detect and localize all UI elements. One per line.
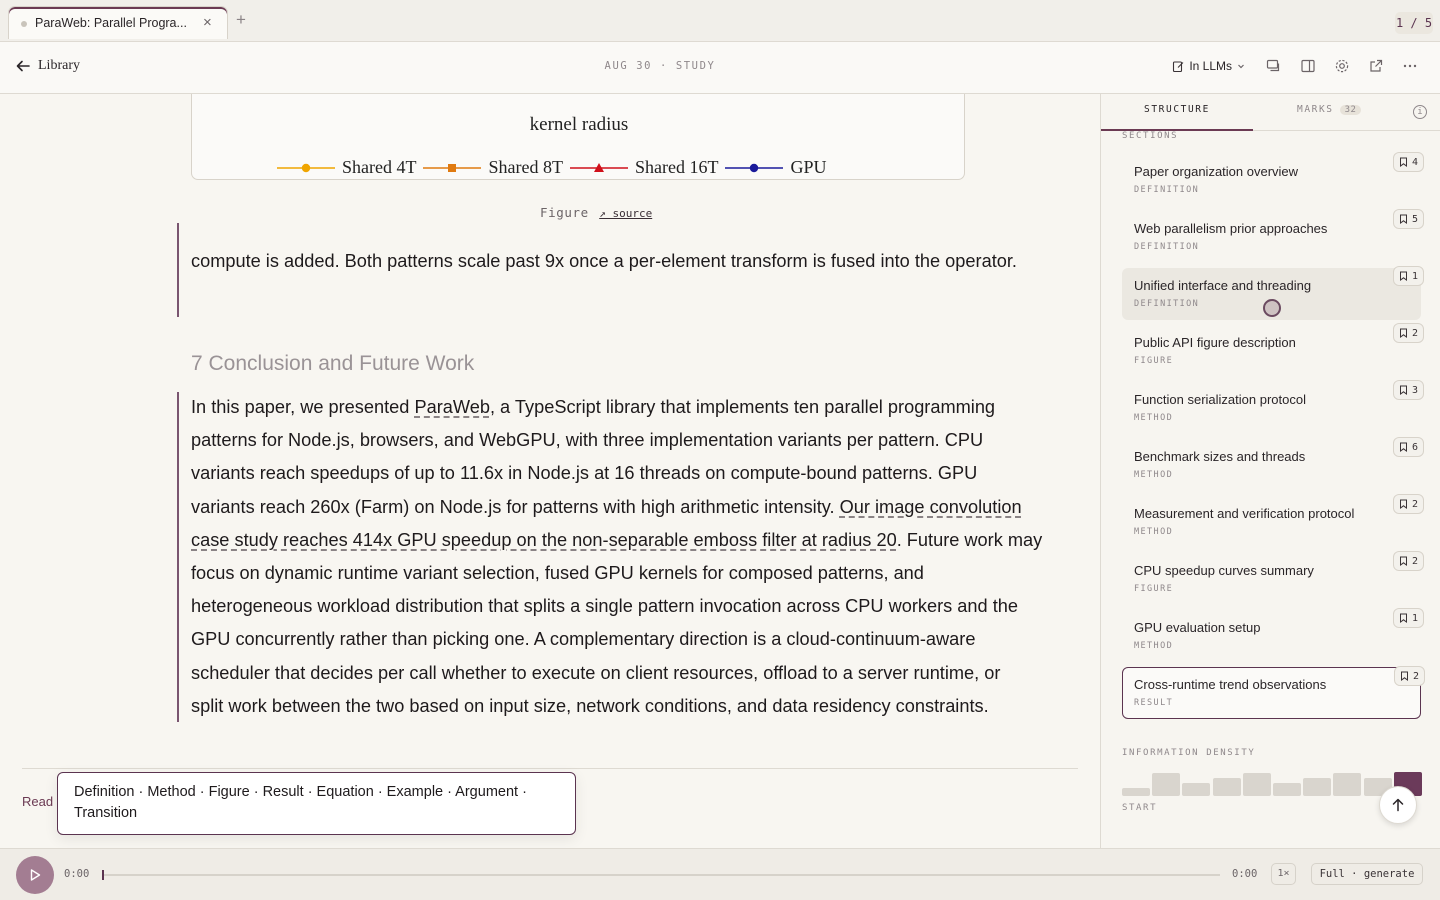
bookmark-icon [1399,328,1408,338]
section-type-tag: FIGURE [1134,356,1174,366]
section-marks-badge[interactable] [1393,437,1424,457]
highlighted-claim[interactable]: case study reaches 414x GPU speedup on the non-separable emboss filter at radius 20 [191,529,897,550]
paragraph-line [191,391,1081,424]
density-bar[interactable] [1182,783,1210,796]
split-view-icon[interactable] [1298,56,1318,76]
legend-item [724,157,826,178]
arrow-up-icon [1391,798,1405,812]
collection-label: In LLMs [1189,59,1232,73]
density-bar[interactable] [1333,773,1361,796]
section-type-tag: METHOD [1134,641,1174,651]
section-title: Measurement and verification protocol [1134,506,1355,521]
more-options-icon[interactable] [1400,56,1420,76]
scroll-to-top-button[interactable] [1379,786,1417,824]
collection-selector[interactable] [1168,55,1250,77]
tab-marks-label: MARKS [1297,104,1334,115]
text-run: In this paper, we presented [191,397,415,417]
section-marks-count: 1 [1412,270,1419,282]
section-marks-badge[interactable] [1393,266,1424,286]
play-icon [28,868,42,882]
paragraph-previous: compute is added. Both patterns scale past 9x once a per-element transform is fused into the operator. [191,251,1017,271]
density-bar[interactable] [1243,773,1271,796]
section-title: GPU evaluation setup [1134,620,1261,635]
playback-speed-button[interactable]: 1× [1271,863,1296,885]
text-run: . Future work may [896,529,1043,550]
text-run: , a TypeScript library that implements ten parallel programming [489,397,996,417]
section-marks-count: 2 [1412,327,1419,339]
text-run: patterns for Node.js, browsers, and WebGPU, with three implementation variants per pattern. CPU [191,430,984,451]
legend-swatch-triangle-icon [569,161,629,175]
section-title: Function serialization protocol [1134,392,1306,407]
browser-tab-bar [0,0,1440,42]
section-type-tag: METHOD [1134,413,1174,423]
text-run: variants reach speedups of up to 11.6x in Node.js at 16 threads on compute-bound patterns. GPU [191,463,978,484]
section-item[interactable] [1122,610,1421,662]
paragraph-line [191,424,1081,457]
bookmark-icon [1399,556,1408,566]
page-count-badge: 1 / 5 [1395,12,1433,34]
end-time: 0:00 [1232,868,1258,880]
bookmark-icon [1399,613,1408,623]
paragraph-line [191,623,1081,656]
text-run: split work between the two based on input size, network conditions, and data residency constraints. [191,695,989,716]
density-bar[interactable] [1152,773,1180,796]
legend-label: GPU [790,157,827,177]
paragraph-line [191,457,1081,490]
section-type-tag: METHOD [1134,470,1174,480]
section-marks-badge[interactable] [1394,666,1425,686]
bookmark-icon [1399,499,1408,509]
section-title: Public API figure description [1134,335,1296,350]
section-item[interactable] [1122,667,1421,719]
sections-label: SECTIONS [1122,131,1179,141]
paragraph-line [191,590,1081,623]
block-type-filter-popup[interactable]: Definition · Method · Figure · Result · Equation · Example · Argument · Transition [57,772,576,835]
chevron-down-icon [1236,61,1246,71]
legend-item [569,157,718,178]
section-title: Web parallelism prior approaches [1134,221,1328,236]
section-marks-badge[interactable] [1393,494,1424,514]
highlighted-claim[interactable]: Our image convolution [839,496,1022,517]
legend-item [276,157,416,178]
sidebar-tabs [1101,94,1440,131]
paragraph-marker [177,392,179,722]
bookmark-icon [1400,671,1409,681]
section-marks-count: 1 [1412,612,1419,624]
density-bar[interactable] [1122,788,1150,796]
section-item[interactable] [1122,496,1421,548]
section-marks-count: 6 [1412,441,1419,453]
header-toolbar [1168,55,1420,77]
section-marks-badge[interactable] [1393,152,1424,172]
section-marks-badge[interactable] [1393,323,1424,343]
current-time: 0:00 [64,868,90,880]
legend-swatch-circle-icon [724,161,784,175]
text-run: variants reach 260x (Farm) on Node.js for patterns with high arithmetic intensity. [191,496,840,517]
gear-icon[interactable] [1332,56,1352,76]
section-heading: 7 Conclusion and Future Work [191,352,475,375]
paragraph-line [191,491,1081,524]
progress-track[interactable] [102,874,1220,876]
paragraph-line [191,657,1081,690]
legend-label: Shared 4T [342,157,417,177]
bookmark-icon [1399,214,1408,224]
section-marks-badge[interactable] [1393,380,1424,400]
figure-panel [191,94,965,180]
figure-legend [276,157,832,178]
document-reader [0,94,1100,848]
text-run: GPU concurrently rather than picking one. A complementary direction is a cloud-continuum-aware [191,629,976,650]
text-run: scheduler that decides per call whether to execute on client resources, offload to a server runtime, or [191,662,1001,683]
density-start-label: START [1122,803,1158,813]
comments-icon[interactable] [1264,56,1284,76]
figure-caption [540,204,652,222]
text-run: heterogeneous workload distribution that splits a single pattern invocation across CPU workers and the [191,596,1018,617]
section-type-tag: DEFINITION [1134,299,1200,309]
close-tab-icon[interactable]: × [203,14,212,31]
audio-player [0,848,1440,900]
info-icon[interactable]: i [1413,105,1427,119]
glossary-link[interactable]: ParaWeb [414,397,490,417]
figure-caption-label: Figure [540,205,589,220]
legend-label: Shared 16T [634,157,719,177]
tab-status-dot [21,21,27,27]
text-run: focus on dynamic runtime variant selection, fused GPU kernels for composed patterns, and [191,563,924,584]
bookmark-icon [1399,271,1408,281]
section-marks-count: 2 [1412,498,1419,510]
pointer-cursor [1263,299,1281,317]
density-bar[interactable] [1273,783,1301,796]
read-label[interactable]: Read [22,794,54,809]
back-label: Library [38,58,80,73]
new-tab-button[interactable]: + [236,10,246,29]
section-type-tag: FIGURE [1134,584,1174,594]
marks-count-badge: 32 [1340,105,1362,115]
section-title: Cross-runtime trend observations [1134,677,1327,692]
reader-header [0,42,1440,94]
section-title: CPU speedup curves summary [1134,563,1314,578]
structure-sidebar [1100,94,1440,848]
play-button[interactable] [16,856,54,894]
density-label: INFORMATION DENSITY [1122,748,1256,758]
conclusion-paragraph [191,391,1081,723]
section-marks-count: 4 [1412,156,1419,168]
bookmark-icon [1399,442,1408,452]
section-marks-badge[interactable] [1393,551,1424,571]
section-marks-badge[interactable] [1393,608,1424,628]
section-marks-count: 3 [1412,384,1419,396]
arrow-left-icon [16,59,30,73]
legend-item [422,157,562,178]
section-item[interactable] [1122,553,1421,605]
external-link-icon[interactable] [1366,56,1386,76]
legend-swatch-square-icon [422,161,482,175]
density-bar[interactable] [1303,778,1331,796]
breadcrumb: AUG 30 · STUDY [604,60,716,72]
paragraph-marker [177,223,179,317]
section-type-tag: METHOD [1134,527,1174,537]
paragraph-line [191,690,1081,723]
information-density-chart[interactable] [1122,772,1422,796]
section-title: Unified interface and threading [1134,278,1312,293]
legend-label: Shared 8T [488,157,563,177]
section-title: Benchmark sizes and threads [1134,449,1306,464]
divider [22,768,1078,769]
section-type-tag: RESULT [1134,698,1174,708]
section-marks-count: 2 [1412,555,1419,567]
bookmark-icon [1399,385,1408,395]
figure-source-link[interactable]: ↗ source [599,207,653,220]
section-item[interactable] [1122,325,1421,377]
section-item[interactable] [1122,439,1421,491]
legend-swatch-circle-icon [276,161,336,175]
back-to-library-button[interactable] [16,58,80,74]
tab-marks[interactable] [1297,104,1361,115]
bookmark-icon [1399,157,1408,167]
figure-x-axis-label: kernel radius [529,114,629,135]
section-marks-badge[interactable] [1393,209,1424,229]
tab-title: ParaWeb: Parallel Progra... [35,16,187,30]
section-item[interactable] [1122,382,1421,434]
section-title: Paper organization overview [1134,164,1299,179]
section-item[interactable] [1122,211,1421,263]
edit-doc-icon [1172,60,1185,73]
section-marks-count: 2 [1413,670,1420,682]
progress-head[interactable] [102,870,104,880]
section-type-tag: DEFINITION [1134,242,1200,252]
paragraph-line [191,557,1081,590]
paragraph-line [191,524,1081,557]
section-marks-count: 5 [1412,213,1419,225]
section-item[interactable] [1122,154,1421,206]
section-type-tag: DEFINITION [1134,185,1200,195]
document-tab[interactable] [8,6,228,39]
density-bar[interactable] [1213,778,1241,796]
tab-structure[interactable]: STRUCTURE [1144,104,1210,115]
narration-mode-button[interactable]: Full · generate [1311,863,1423,885]
